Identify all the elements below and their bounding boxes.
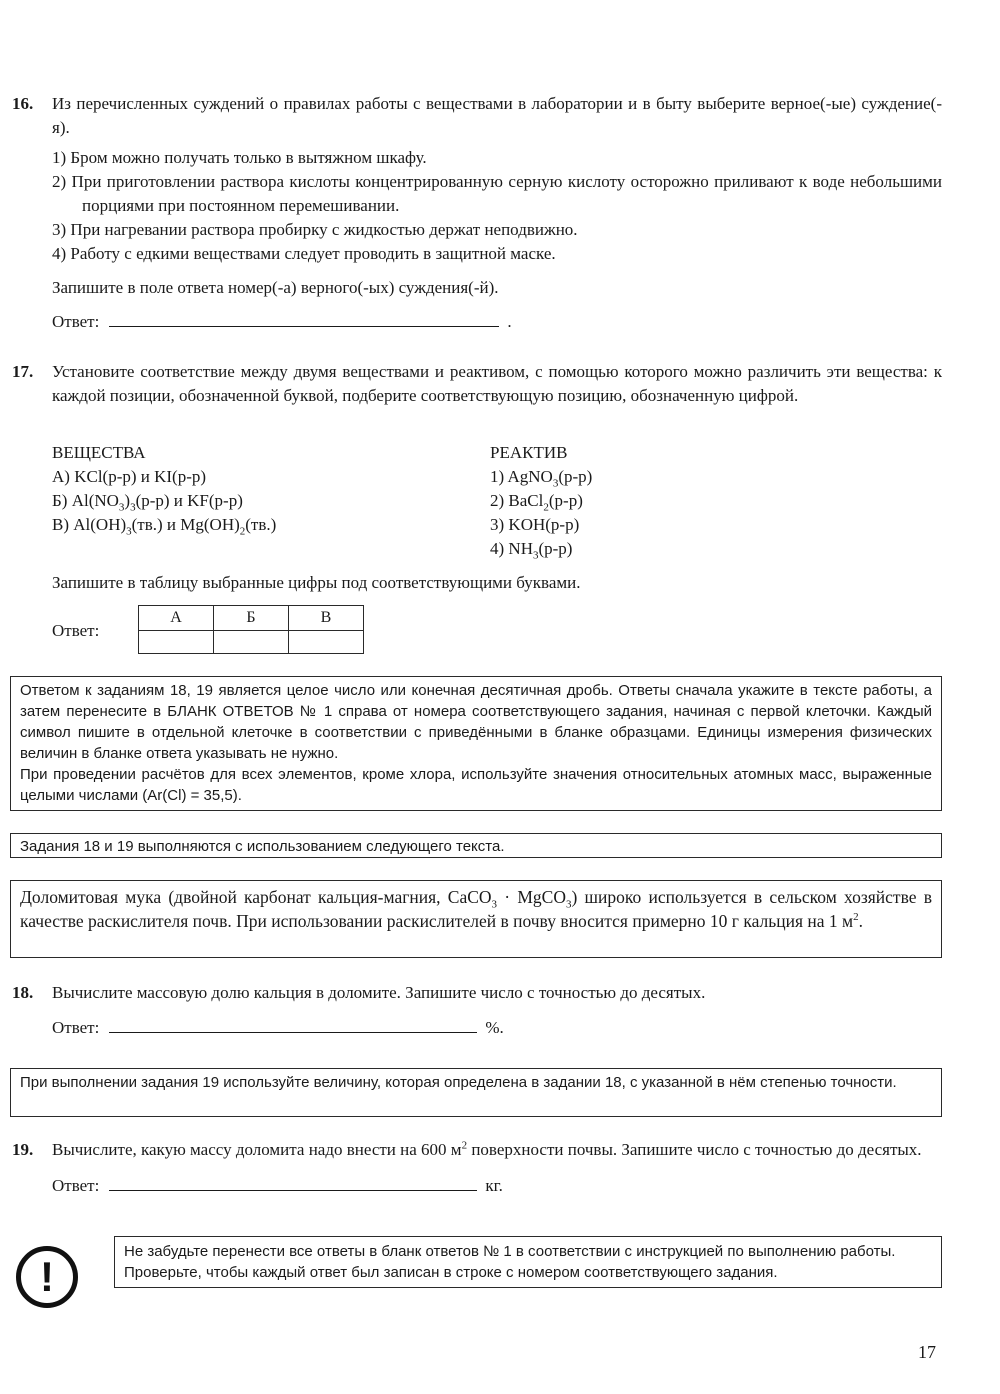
substances-column (52, 441, 472, 537)
question-17 (12, 360, 942, 408)
page-number: 17 (918, 1342, 936, 1362)
answer-label: Ответ: (52, 1176, 100, 1195)
answer-table (138, 605, 364, 654)
option-item: 3) При нагревании раствора пробирку с жидкостью держат неподвижно. (52, 220, 578, 239)
warning-text: Не забудьте перенести все ответы в бланк ответов № 1 в соответствии с инструкцией по выполнению работы. (124, 1243, 896, 1260)
info-text: Ответом к заданиям 18, 19 является целое число или конечная десятичная дробь. Ответы сначала укажите в тексте работы, а затем перенесите в БЛАНК ОТВЕТОВ № 1 справа от номера соответствующего задания, начиная с первой клеточки. Каждый символ пишите в отдельной клеточке в соответствии с приведёнными в бланке образцами. Единицы измерения физических величин в бланке ответа указывать не нужно. (20, 682, 932, 762)
substance-b: Б) $Al(NO_3)_3(р-р)$ и KF(р-р) (52, 491, 243, 514)
warning-text: Проверьте, чтобы каждый ответ был записан в строке с номером соответствующего задания. (124, 1264, 778, 1281)
answer-suffix: . (507, 312, 512, 331)
answer-label: Ответ: (52, 621, 100, 640)
text-note: Задания 18 и 19 выполняются с использованием следующего текста. (20, 838, 505, 855)
q19-note-box (10, 1068, 942, 1117)
substance-c: В) $Al(OH)_3(тв.)$ и $Mg(OH)_2(тв.)$ (52, 515, 277, 538)
answer-suffix: %. (485, 1018, 504, 1037)
question-number: 18. (12, 983, 34, 1002)
question-number: 17. (12, 362, 34, 381)
option-item: 4) Работу с едкими веществами следует проводить в защитной маске. (52, 244, 556, 263)
table-header-c: В (289, 606, 364, 631)
answer-cell-b[interactable] (214, 631, 289, 654)
answer-row (52, 1016, 942, 1040)
answer-cell-c[interactable] (289, 631, 364, 654)
reagent-column (490, 441, 790, 561)
question-text: Из перечисленных суждений о правилах работы с веществами в лаборатории и в быту выберите верное(-ые) суждение(-я). (52, 94, 942, 137)
q19-note: При выполнении задания 19 используйте величину, которая определена в задании 18, с указанной в нём степенью точности. (20, 1074, 897, 1091)
warning-box (114, 1236, 942, 1288)
column-header: РЕАКТИВ (490, 443, 568, 462)
question-text: Вычислите, какую массу доломита надо внести на 600 $м^2$ поверхности почвы. Запишите число с точностью до десятых. (52, 1139, 922, 1159)
reagent-3: 3) KOH(р-р) (490, 515, 580, 534)
substance-a: А) KCl(р-р) и KI(р-р) (52, 467, 207, 486)
exclamation-icon: ! (16, 1246, 78, 1308)
reagent-1: 1) AgNO$_3$(р-р) (490, 467, 593, 490)
answer-field[interactable] (109, 312, 499, 327)
option-list (52, 146, 942, 266)
question-16 (12, 92, 942, 334)
answer-suffix: кг. (485, 1176, 503, 1195)
reagent-4: 4) $NH_3(р-р)$ (490, 539, 573, 562)
info-box (10, 676, 942, 811)
instruction: Запишите в таблицу выбранные цифры под соответствующими буквами. (52, 573, 581, 592)
answer-field[interactable] (109, 1018, 477, 1033)
answer-row (52, 1174, 942, 1198)
answer-row (52, 310, 942, 334)
option-item: 2) При приготовлении раствора кислоты концентрированную серную кислоту осторожно приливают к воде небольшими порциями при постоянном перемешивании. (52, 172, 942, 215)
answer-label: Ответ: (52, 312, 100, 331)
dolomite-text-box: Доломитовая мука (двойной карбонат кальция-магния, CaCO$_3$ · MgCO$_3$) широко используется в сельском хозяйстве в качестве раскислителя почв. При использовании раскислителей в почву вносится примерно 10 г кальция на 1 $м^2$. (10, 880, 942, 958)
answer-field[interactable] (109, 1176, 477, 1191)
instruction: Запишите в поле ответа номер(-а) верного(-ых) суждения(-й). (52, 278, 499, 297)
column-header: ВЕЩЕСТВА (52, 443, 146, 462)
table-header-a: А (139, 606, 214, 631)
answer-cell-a[interactable] (139, 631, 214, 654)
question-text: Установите соответствие между двумя веществами и реактивом, с помощью которого можно различить эти вещества: к каждой позиции, обозначенной буквой, подберите соответствующую позицию, обозначенную цифрой. (52, 362, 942, 405)
question-18 (12, 981, 942, 1040)
question-number: 19. (12, 1140, 34, 1159)
reagent-2: 2) BaCl$_2$(р-р) (490, 491, 583, 514)
question-text: Вычислите массовую долю кальция в доломите. Запишите число с точностью до десятых. (52, 983, 706, 1002)
info-text: При проведении расчётов для всех элементов, кроме хлора, используйте значения относительных атомных масс, выраженные целыми числами (Ar(Cl) = 35,5). (20, 766, 932, 804)
question-number: 16. (12, 94, 34, 113)
option-item: 1) Бром можно получать только в вытяжном шкафу. (52, 148, 427, 167)
question-19 (12, 1138, 942, 1198)
text-note-box (10, 833, 942, 858)
answer-label: Ответ: (52, 1018, 100, 1037)
table-header-b: Б (214, 606, 289, 631)
